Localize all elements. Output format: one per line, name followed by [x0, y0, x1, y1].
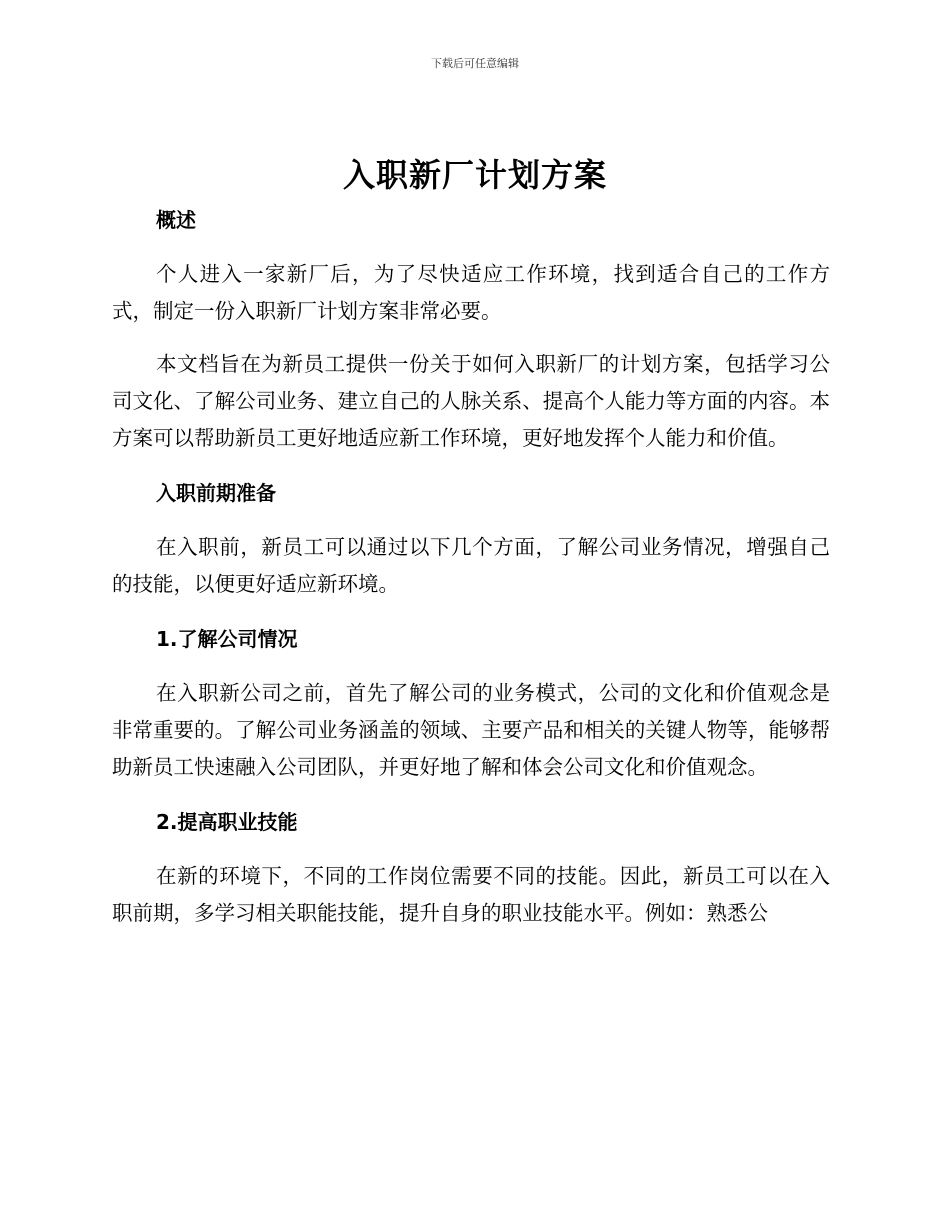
- paragraph-preparation: 在入职前，新员工可以通过以下几个方面，了解公司业务情况，增强自己的技能，以便更好适应新环境。: [112, 535, 830, 596]
- header-note: 下载后可任意编辑: [431, 57, 519, 70]
- paragraph-purpose: 本文档旨在为新员工提供一份关于如何入职新厂的计划方案，包括学习公司文化、了解公司业务、建立自己的人脉关系、提高个人能力等方面的内容。本方案可以帮助新员工更好地适应新工作环境，更好地发挥个人能力和价值。: [112, 352, 830, 450]
- paragraph-intro: 个人进入一家新厂后，为了尽快适应工作环境，找到适合自己的工作方式，制定一份入职新厂计划方案非常必要。: [112, 262, 830, 323]
- paragraph-skills: 在新的环境下，不同的工作岗位需要不同的技能。因此，新员工可以在入职前期，多学习相关职能技能，提升自身的职业技能水平。例如：熟悉公: [112, 864, 830, 925]
- paragraph-company-info: 在入职新公司之前，首先了解公司的业务模式，公司的文化和价值观念是非常重要的。了解公司业务涵盖的领域、主要产品和相关的关键人物等，能够帮助新员工快速融入公司团队，并更好地了解和体会公司文化和价值观念。: [112, 681, 830, 779]
- document-body: [112, 200, 830, 948]
- section-heading-overview: 概述: [156, 208, 196, 232]
- section-heading-company-info: 1.了解公司情况: [156, 627, 298, 651]
- section-heading-preparation: 入职前期准备: [156, 481, 276, 505]
- section-heading-skills: 2.提高职业技能: [156, 810, 298, 834]
- document-title: 入职新厂计划方案: [342, 156, 607, 194]
